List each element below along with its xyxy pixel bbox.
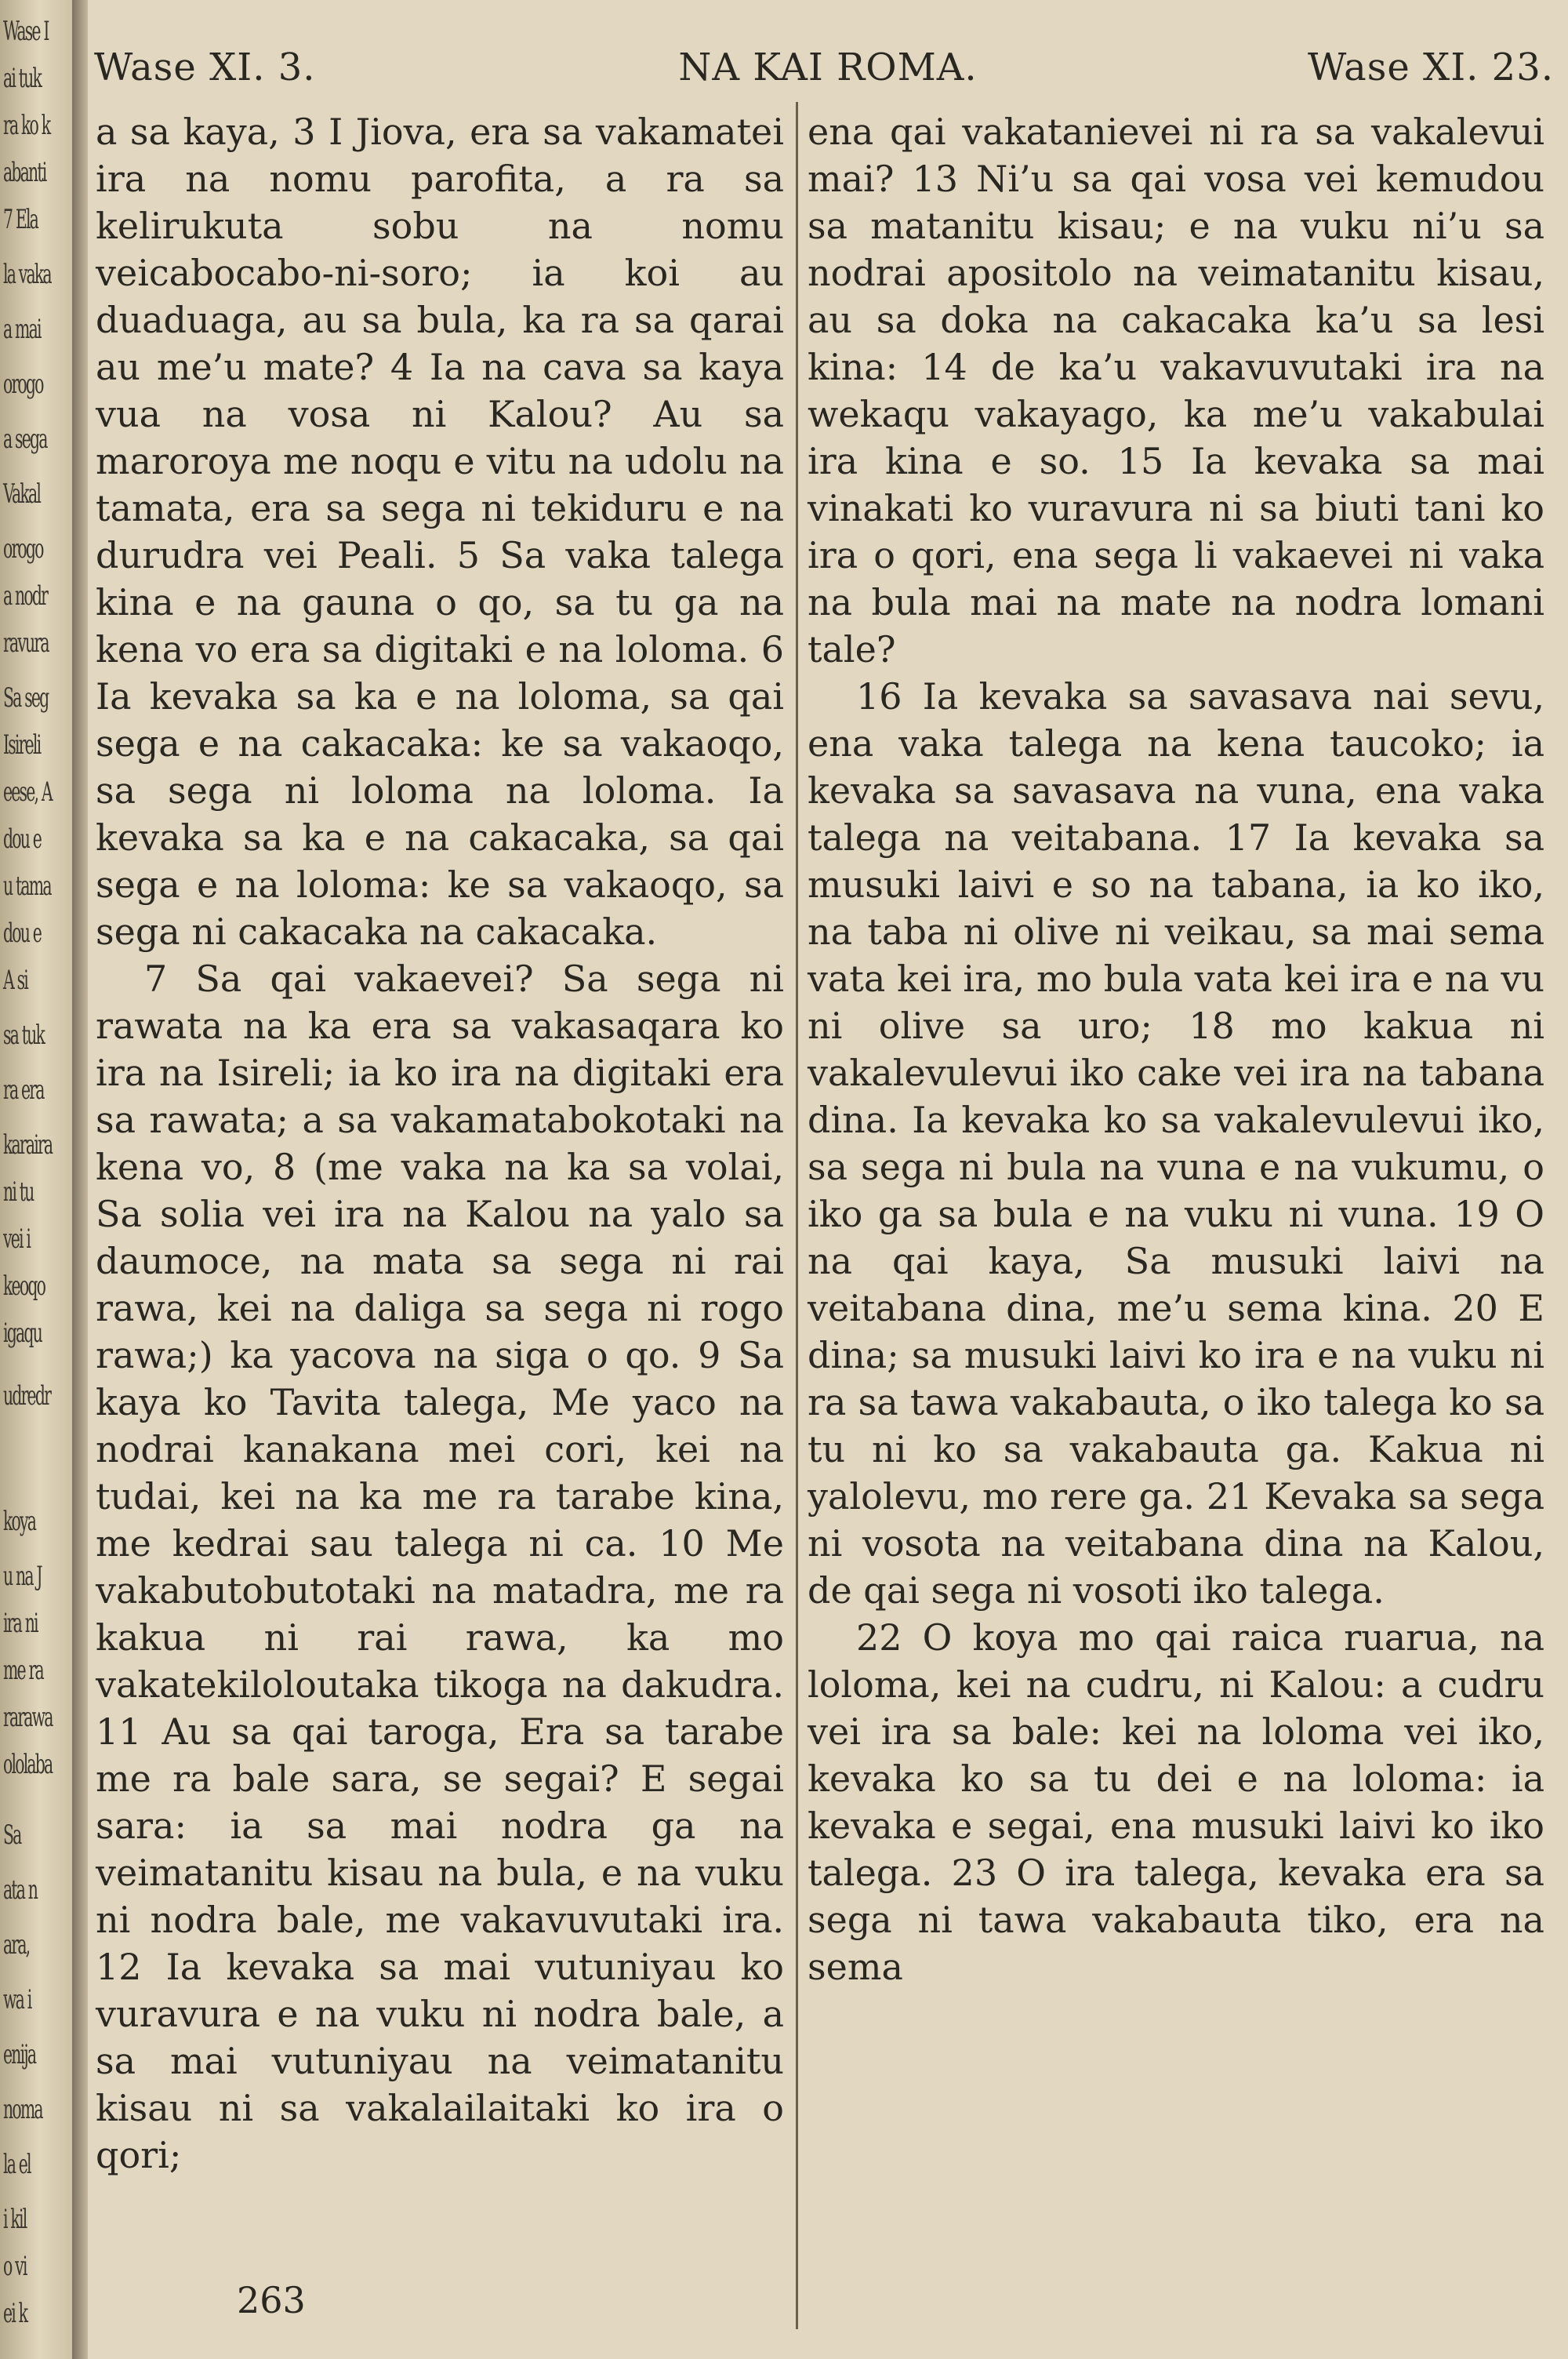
page-number: 263	[237, 2279, 306, 2321]
facing-fragment: igaqu	[3, 1318, 42, 1349]
facing-fragment: karaira	[3, 1129, 53, 1161]
facing-fragment: Sa seg	[3, 682, 49, 714]
paragraph: 7 Sa qai vakaevei? Sa sega ni rawata na ka era sa vakasaqara ko ira na Isireli; ia ko ira na digitaki era sa rawata; a sa vakamatabokotaki na kena vo, 8 (me vaka na ka sa volai, Sa solia vei ira na Kalou na yalo sa daumoce, na mata sa sega ni rai rawa, kei na daliga sa sega ni rogo rawa;) ka yacova na siga o qo. 9 Sa kaya ko Tavita talega, Me yaco na nodrai kanakana mei cori, kei na tudai, kei na ka me ra tarabe kina, me kedrai sau talega ni ca. 10 Me vakabutobutotaki na matadra, me ra kakua ni rai rawa, ka mo vakatekiloloutaka tikoga na dakudra. 11 Au sa qai taroga, Era sa tarabe me ra bale sara, se segai? E segai sara: ia sa mai nodra ga na veimatanitu kisau na bula, e na vuku ni nodra bale, me vakavuvutaki ira. 12 Ia kevaka sa mai vutuniyau ko vuravura e na vuku ni nodra bale, a sa mai vutuniyau na veimatanitu kisau ni sa vakalailaitaki ko ira o qori;	[96, 958, 784, 2176]
facing-fragment: orogo	[3, 533, 43, 565]
facing-fragment: ei k	[3, 2298, 27, 2329]
facing-fragment: ra era	[3, 1074, 44, 1106]
facing-fragment: la vaka	[3, 259, 51, 290]
running-head-left: Wase XI. 3.	[94, 45, 316, 89]
facing-fragment: a sega	[3, 423, 47, 455]
facing-fragment: u tama	[3, 871, 51, 902]
facing-fragment: keoqo	[3, 1270, 45, 1302]
facing-fragment: ara,	[3, 1929, 30, 1961]
text-column-right	[808, 108, 1544, 1990]
column-divider	[796, 102, 798, 2329]
facing-fragment: ni tu	[3, 1176, 34, 1208]
running-head-right: Wase XI. 23.	[1307, 45, 1554, 89]
running-head-title: NA KAI ROMA.	[678, 45, 978, 89]
facing-fragment: noma	[3, 2094, 42, 2125]
facing-page-edge	[0, 0, 72, 2359]
facing-fragment: vei i	[3, 1223, 31, 1255]
facing-fragment: abanti	[3, 157, 46, 188]
book-gutter	[72, 0, 88, 2359]
facing-fragment: u na J	[3, 1561, 42, 1592]
facing-fragment: udredr	[3, 1380, 51, 1412]
facing-fragment: ira ni	[3, 1608, 38, 1639]
facing-fragment: wa i	[3, 1984, 31, 2016]
facing-fragment: sa tuk	[3, 1020, 45, 1051]
text-column-left	[96, 108, 784, 2179]
paragraph: a sa kaya, 3 I Jiova, era sa vakamatei ira na nomu parofita, a ra sa kelirukuta sobu na nomu veicabocabo-ni-soro; ia koi au duaduaga, au sa bula, ka ra sa qarai au me’u mate? 4 Ia na cava sa kaya vua na vosa ni Kalou? Au sa maroroya me noqu e vitu na udolu na tamata, era sa sega ni tekiduru e na durudra vei Peali. 5 Sa vaka talega kina e na gauna o qo, sa tu ga na kena vo era sa digitaki e na loloma. 6 Ia kevaka sa ka e na loloma, sa qai sega e na cakacaka: ke sa vakaoqo, sa sega ni loloma na loloma. Ia kevaka sa ka e na cakacaka, sa qai sega e na loloma: ke sa vakaoqo, sa sega ni cakacaka na cakacaka.	[96, 111, 784, 953]
facing-fragment: enija	[3, 2039, 36, 2070]
facing-fragment: i kil	[3, 2204, 27, 2235]
facing-fragment: dou e	[3, 823, 42, 855]
book-page	[88, 0, 1568, 2359]
facing-fragment: ata n	[3, 1874, 38, 1906]
facing-fragment: ravura	[3, 627, 49, 659]
facing-fragment: 7 Ela	[3, 204, 38, 235]
facing-fragment: ai tuk	[3, 63, 42, 94]
facing-fragment: me ra	[3, 1655, 43, 1686]
paragraph: ena qai vakatanievei ni ra sa vakalevui mai? 13 Ni’u sa qai vosa vei kemudou sa matanitu kisau; e na vuku ni’u sa nodrai apositolo na veimatanitu kisau, au sa doka na cakacaka ka’u sa lesi kina: 14 de ka’u vakavuvutaki ira na wekaqu vakayago, ka me’u vakabulai ira kina e so. 15 Ia kevaka sa mai vinakati ko vuravura ni sa biuti tani ko ira o qori, ena sega li vakaevei ni vaka na bula mai na mate na nodra lomani tale?	[808, 111, 1544, 671]
facing-fragment: a mai	[3, 314, 41, 345]
facing-fragment: dou e	[3, 918, 42, 949]
facing-fragment: o vi	[3, 2251, 27, 2282]
facing-fragment: koya	[3, 1506, 36, 1537]
facing-fragment: Sa	[3, 1819, 21, 1851]
facing-fragment: ra ko k	[3, 110, 50, 141]
facing-fragment: orogo	[3, 369, 43, 400]
facing-fragment: Wase I	[3, 16, 49, 47]
paragraph: 22 O koya mo qai raica ruarua, na loloma, kei na cudru, ni Kalou: a cudru vei ira sa bale: kei na loloma vei iko, kevaka ko sa tu dei e na loloma: ia kevaka e segai, ena musuki laivi ko iko talega. 23 O ira talega, kevaka era sa sega ni tawa vakabauta tiko, era na sema	[808, 1616, 1544, 1988]
facing-fragment: Vakal	[3, 478, 41, 510]
facing-fragment: Isireli	[3, 729, 41, 761]
paragraph: 16 Ia kevaka sa savasava nai sevu, ena vaka talega na kena taucoko; ia kevaka sa savasava na vuna, ena vaka talega na veitabana. 17 Ia kevaka sa musuki laivi e so na tabana, ia ko iko, na taba ni olive ni veikau, sa mai sema vata kei ira, mo bula vata kei ira e na vu ni olive sa uro; 18 mo kakua ni vakalevulevui iko cake vei ira na tabana dina. Ia kevaka ko sa vakalevulevui iko, sa sega ni bula na vuna e na vukumu, o iko ga sa bula e na vuku ni vuna. 19 O na qai kaya, Sa musuki laivi na veitabana dina, me’u sema kina. 20 E dina; sa musuki laivi ko ira e na vuku ni ra sa tawa vakabauta, o iko talega ko sa tu ni ko sa vakabauta ga. Kakua ni yalolevu, mo rere ga. 21 Kevaka sa sega ni vosota na veitabana dina na Kalou, de qai sega ni vosoti iko talega.	[808, 675, 1544, 1612]
facing-fragment: ololaba	[3, 1749, 53, 1780]
facing-fragment: rarawa	[3, 1702, 53, 1733]
facing-fragment: A si	[3, 965, 28, 996]
facing-fragment: la el	[3, 2149, 31, 2180]
facing-fragment: a nodr	[3, 580, 48, 612]
facing-fragment: eese, A	[3, 776, 52, 808]
